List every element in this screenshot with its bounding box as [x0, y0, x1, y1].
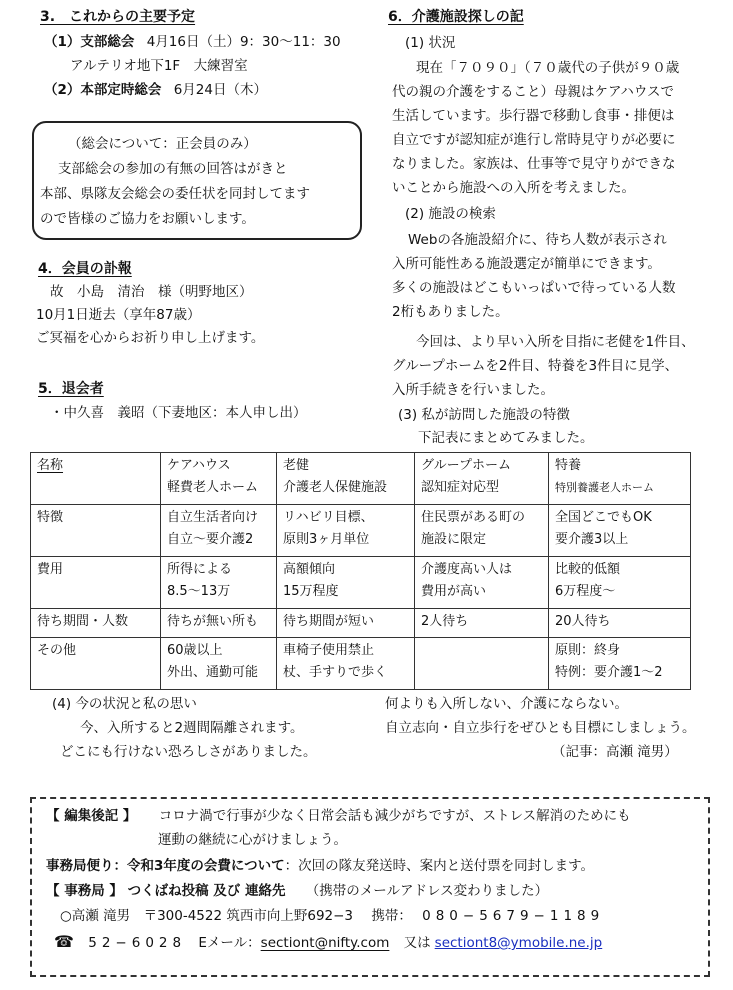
table-header-cell: 特養 特別養護老人ホーム	[549, 453, 691, 505]
schedule-item-2-date: 6月24日（木）	[173, 82, 267, 98]
table-row	[31, 505, 691, 557]
paragraph-line: 入所手続きを行いました。	[392, 382, 554, 398]
telephone-icon: ☎	[54, 932, 74, 951]
table-cell: 費用	[31, 557, 161, 609]
editorial-text: 運動の継続に心がけましょう。	[158, 832, 347, 848]
schedule-item-1-date: 4月16日（土）9：30〜11：30	[146, 34, 341, 50]
mobile-label: 携帯：	[371, 908, 412, 924]
table-cell: 介護度高い人は 費用が高い	[415, 557, 549, 609]
table-cell: 比較的低額 6万程度〜	[549, 557, 691, 609]
paragraph-line: 代の親の介護をすること）母親はケアハウスで	[392, 84, 675, 100]
email-label: Eメール：	[198, 935, 261, 951]
notice-line: ので皆様のご協力をお願いします。	[40, 211, 255, 227]
table-header-cell: 名称	[31, 453, 161, 505]
phone-number: 52−6028	[88, 935, 187, 951]
section-6-heading: 6．介護施設探しの記	[388, 9, 524, 25]
table-cell: 20人待ち	[549, 609, 691, 638]
table-cell: 高額傾向 15万程度	[277, 557, 415, 609]
office-news-label: 事務局便り：令和3年度の会費について	[46, 858, 285, 874]
thoughts-line: 何よりも入所しない、介護にならない。	[385, 696, 628, 712]
section-4-heading: 4．会員の訃報	[38, 261, 132, 277]
notice-line: 支部総会の参加の有無の回答はがきと	[58, 161, 288, 177]
table-header-row	[31, 453, 691, 505]
paragraph-line: いことから施設への入所を考えました。	[392, 180, 635, 196]
withdrawn-member: ・中久喜 義昭（下妻地区：本人申し出）	[50, 405, 307, 421]
email-link-2[interactable]: sectiont8@ymobile.ne.jp	[434, 935, 603, 951]
schedule-item-2-label: （2）本部定時総会	[44, 82, 162, 98]
subsection-search: (2) 施設の検索	[405, 206, 496, 222]
obituary-name: 故 小島 清治 様（明野地区）	[50, 284, 253, 300]
table-cell: 2人待ち	[415, 609, 549, 638]
table-row	[31, 609, 691, 638]
notice-line: 本部、県隊友会総会の委任状を同封してます	[40, 186, 310, 202]
contact-address: ○高瀬 滝男 〒300-4522 筑西市向上野692−3	[60, 908, 354, 924]
facility-comparison-table	[30, 452, 691, 690]
table-cell: 待ち期間が短い	[277, 609, 415, 638]
paragraph-line: グループホームを2件目、特養を3件目に見学、	[392, 358, 679, 374]
table-header-cell: グループホーム 認知症対応型	[415, 453, 549, 505]
paragraph-line: なりました。家族は、仕事等で見守りができな	[392, 156, 676, 172]
paragraph-line: 入所可能性ある施設選定が簡単にできます。	[392, 256, 661, 272]
notice-title: （総会について：正会員のみ）	[68, 136, 257, 152]
editorial-text: コロナ渦で行事が少なく日常会話も減少がちですが、ストレス解消のためにも	[158, 808, 631, 824]
paragraph-line: 自立ですが認知症が進行し常時見守りが必要に	[392, 132, 676, 148]
table-cell	[415, 637, 549, 689]
situation-paragraph	[392, 56, 712, 200]
subsection-situation: (1) 状況	[405, 35, 456, 51]
table-cell: 住民票がある町の 施設に限定	[415, 505, 549, 557]
table-row	[31, 637, 691, 689]
thoughts-heading: (4) 今の状況と私の思い	[52, 696, 197, 712]
table-cell: 特徴	[31, 505, 161, 557]
table-cell: 自立生活者向け 自立〜要介護2	[161, 505, 277, 557]
email-or: 又は	[403, 935, 431, 951]
contact-note: （携帯のメールアドレス変わりました）	[305, 883, 549, 899]
paragraph-line: 現在「７０９０」（７０歳代の子供が９０歳	[416, 60, 680, 76]
article-credit: （記事：高瀬 滝男）	[552, 744, 678, 760]
schedule-item-1-place: アルテリオ地下1F 大練習室	[70, 58, 248, 74]
table-header-cell: 老健 介護老人保健施設	[277, 453, 415, 505]
subsection-features: (3) 私が訪問した施設の特徴	[398, 407, 570, 423]
section-3-heading: 3. これからの主要予定	[40, 9, 196, 25]
paragraph-line: Webの各施設紹介に、待ち人数が表示され	[408, 232, 667, 248]
general-meeting-notice-box	[32, 121, 362, 240]
mobile-number: 080−5679−1189	[422, 908, 605, 924]
paragraph-line: 今回は、より早い入所を目指に老健を1件目、	[416, 334, 695, 350]
obituary-message: ご冥福を心からお祈り申し上げます。	[36, 330, 265, 346]
office-news-text: ：次回の隊友発送時、案内と送付票を同封します。	[284, 858, 595, 874]
table-cell: 所得による 8.5〜13万	[161, 557, 277, 609]
obituary-date: 10月1日逝去（享年87歳）	[36, 307, 201, 323]
section-5-heading: 5．退会者	[38, 381, 104, 397]
table-cell: リハビリ目標、 原則3ヶ月単位	[277, 505, 415, 557]
paragraph-line: 2桁もありました。	[392, 304, 509, 320]
email-link-1[interactable]: sectiont@nifty.com	[260, 935, 390, 951]
editorial-contact-box	[30, 797, 710, 977]
schedule-item-1	[44, 32, 341, 53]
table-row	[31, 557, 691, 609]
schedule-item-1-label: （1）支部総会	[44, 34, 135, 50]
table-cell: その他	[31, 637, 161, 689]
thoughts-line: 今、入所すると2週間隔離されます。	[80, 720, 304, 736]
editorial-label: 【 編集後記 】	[46, 808, 137, 824]
visit-paragraph	[392, 330, 712, 402]
table-cell: 待ち期間・人数	[31, 609, 161, 638]
thoughts-line: どこにも行けない恐ろしさがありました。	[60, 744, 317, 760]
table-cell: 60歳以上 外出、通勤可能	[161, 637, 277, 689]
search-paragraph	[392, 228, 712, 324]
features-note: 下記表にまとめてみました。	[418, 430, 594, 446]
paragraph-line: 多くの施設はどこもいっぱいで待っている人数	[392, 280, 676, 296]
table-cell: 待ちが無い所も	[161, 609, 277, 638]
table-cell: 車椅子使用禁止 杖、手すりで歩く	[277, 637, 415, 689]
contact-label: 【 事務局 】 つくばね投稿 及び 連絡先	[46, 883, 286, 899]
table-header-cell: ケアハウス 軽費老人ホーム	[161, 453, 277, 505]
table-cell: 原則：終身 特例：要介護1〜2	[549, 637, 691, 689]
schedule-item-2	[44, 80, 267, 101]
paragraph-line: 生活しています。歩行器で移動し食事・排便は	[392, 108, 675, 124]
thoughts-line: 自立志向・自立歩行をぜひとも目標にしましょう。	[385, 720, 696, 736]
table-cell: 全国どこでもOK 要介護3以上	[549, 505, 691, 557]
